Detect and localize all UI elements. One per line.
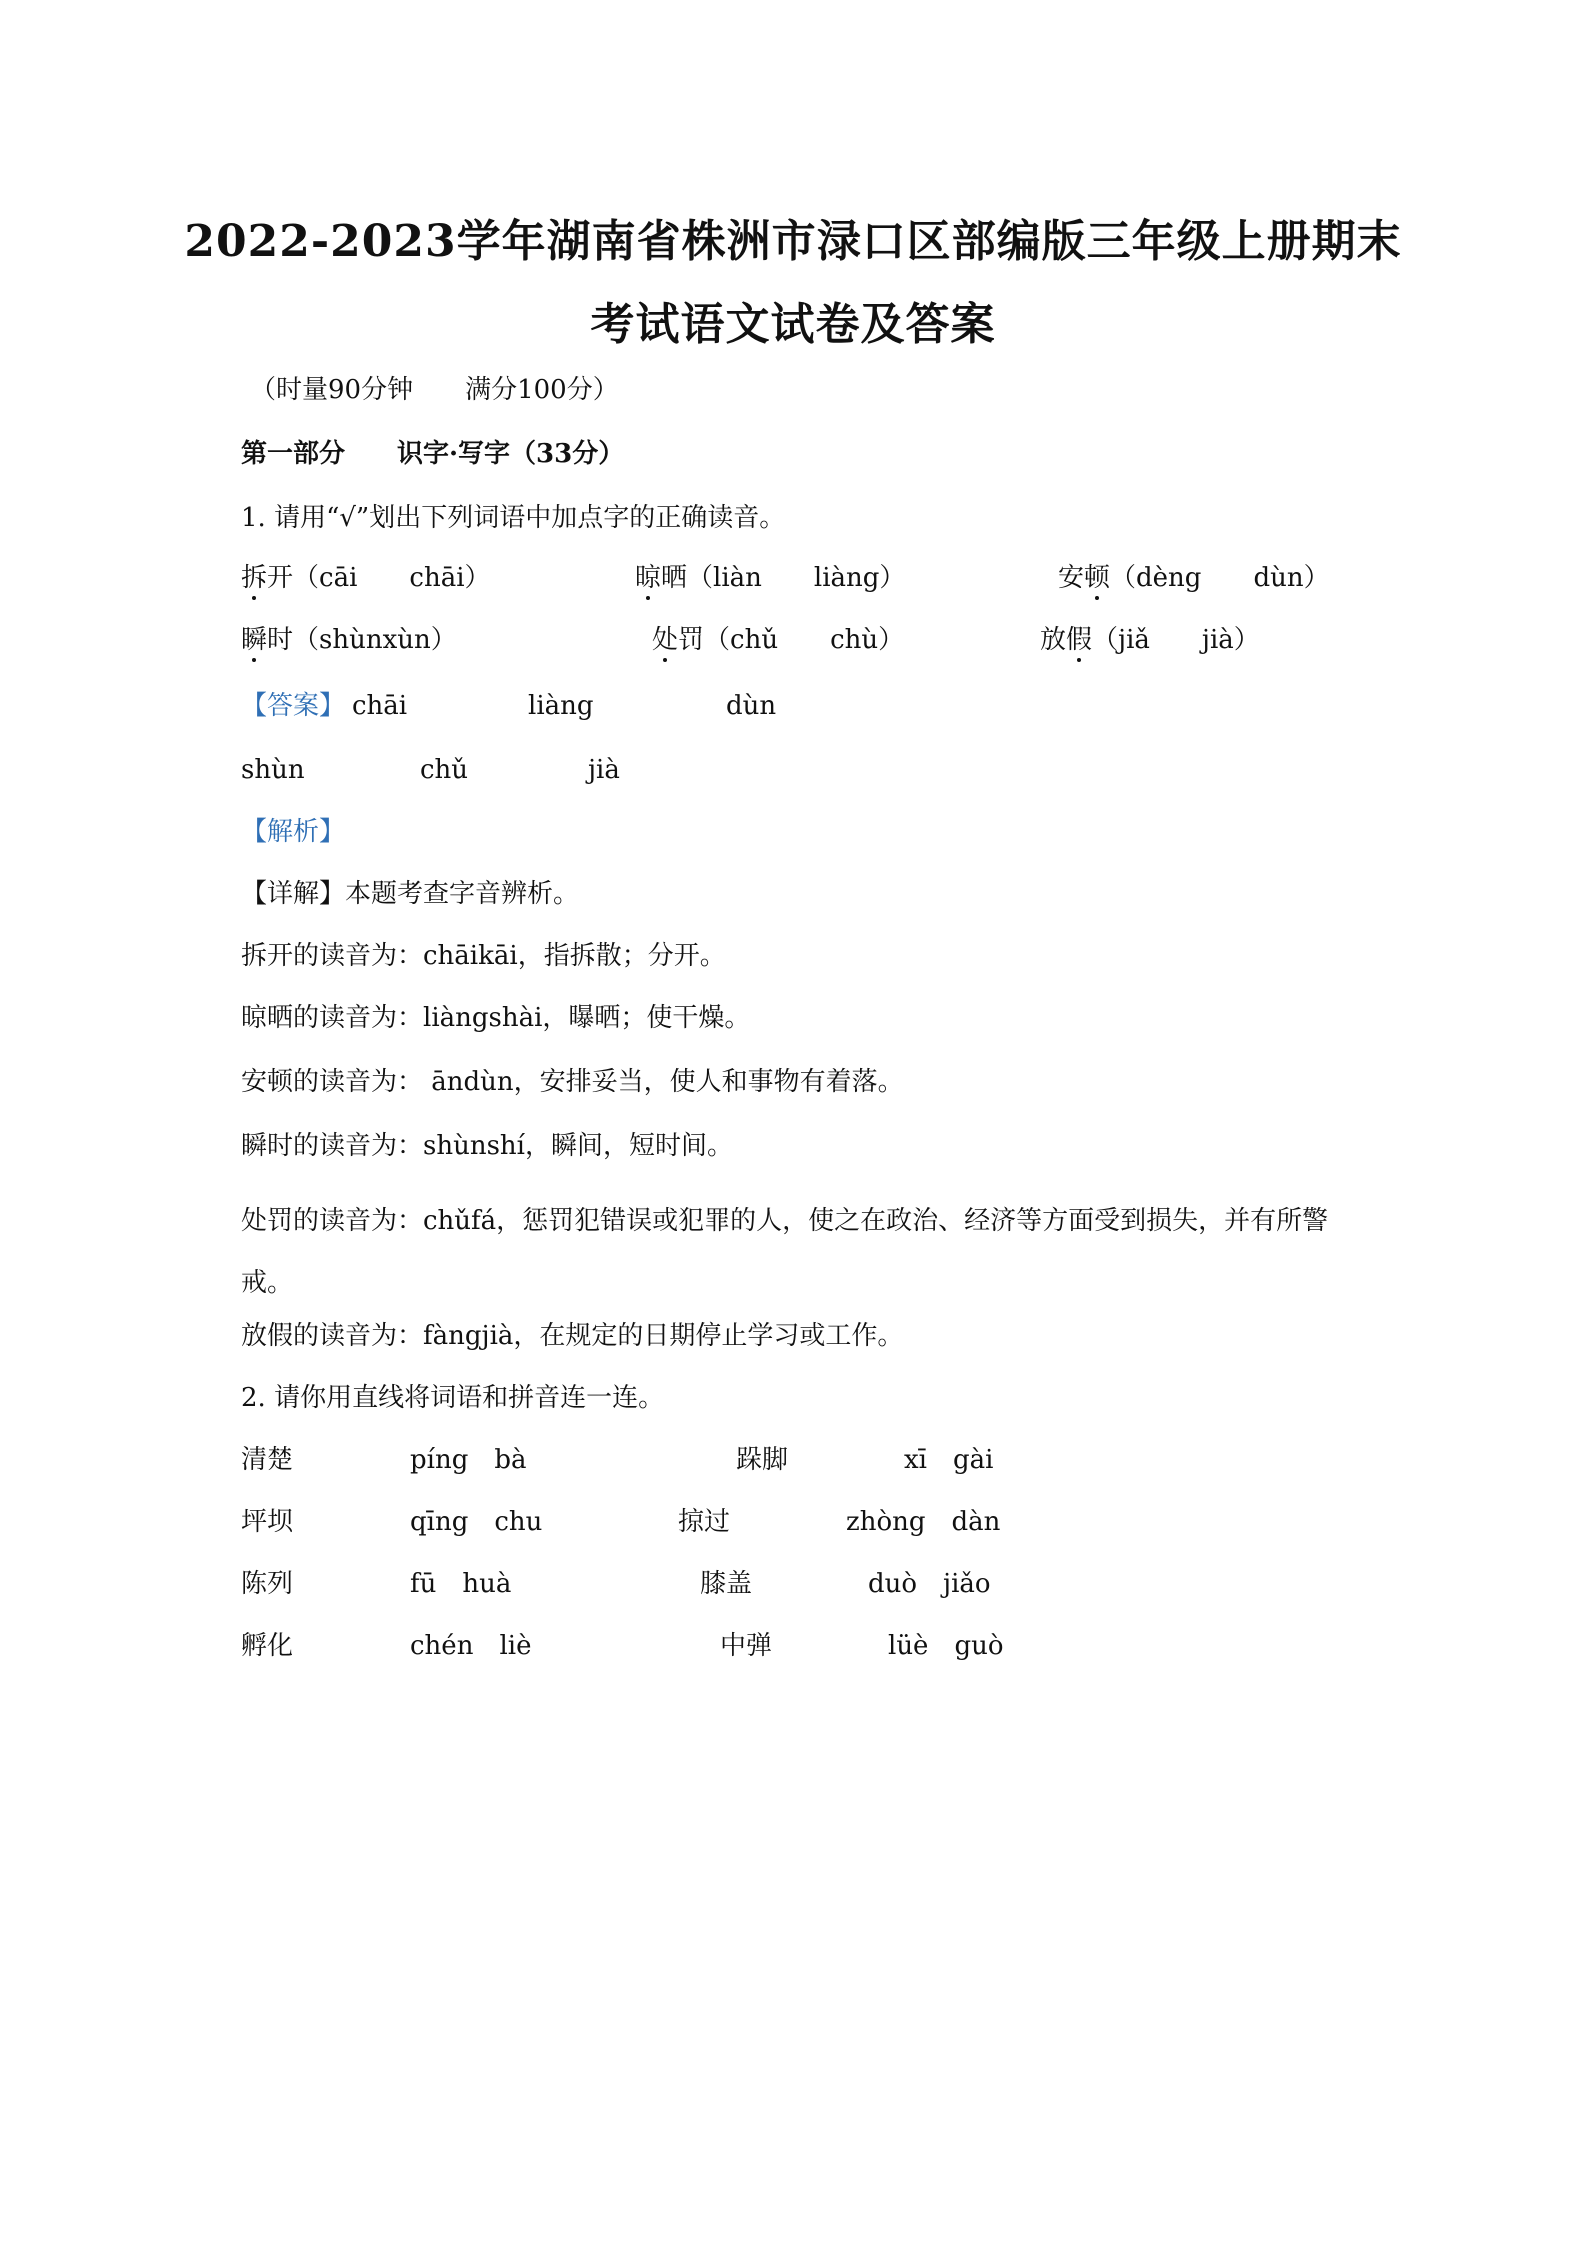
dotted-char: 顿: [1084, 560, 1110, 596]
answer-1: chāi: [352, 691, 408, 721]
q1-prompt: 1. 请用“√”划出下列词语中加点字的正确读音。: [241, 503, 786, 533]
q1-options: （liàn liàng）: [687, 563, 906, 593]
dotted-char: 处: [652, 622, 678, 658]
q1-item-3: 安顿（dèng dùn）: [1058, 560, 1330, 596]
dotted-char: 晾: [635, 560, 661, 596]
q2-word-a3: 陈列: [241, 1569, 294, 1599]
explanation-3: 安顿的读音为： āndùn，安排妥当，使人和事物有着落。: [241, 1067, 904, 1097]
q1-options: （dèng dùn）: [1110, 563, 1330, 593]
answer-row-1: [241, 688, 345, 724]
q2-word-c4: 中弹: [720, 1631, 773, 1661]
q1-options: （chǔ chù）: [704, 625, 905, 655]
title-line-1: 2022-2023学年湖南省株洲市渌口区部编版三年级上册期末: [184, 216, 1402, 267]
dotted-char: 拆: [241, 560, 267, 596]
q2-word-a4: 孵化: [241, 1631, 294, 1661]
q2-pinyin-d3: duò jiǎo: [868, 1569, 991, 1599]
q2-pinyin-b1: píng bà: [410, 1445, 527, 1475]
detail-text: 【详解】本题考查字音辨析。: [241, 879, 580, 909]
q2-word-a1: 清楚: [241, 1445, 294, 1475]
q1-item-4: 瞬时（shùnxùn）: [241, 622, 457, 658]
q2-word-c1: 跺脚: [736, 1445, 789, 1475]
q1-options: （jiǎ jià）: [1092, 625, 1260, 655]
q2-pinyin-b3: fū huà: [410, 1569, 512, 1599]
q1-item-2: 晾晒（liàn liàng）: [635, 560, 905, 596]
dotted-char: 假: [1066, 622, 1092, 658]
q1-item-1: 拆开（cāi chāi）: [241, 560, 491, 596]
explanation-5: 处罚的读音为：chǔfá，惩罚犯错误或犯罪的人，使之在政治、经济等方面受到损失，并有所警戒。: [241, 1206, 1329, 1298]
answer-4: shùn: [241, 755, 305, 785]
q1-options: （shùnxùn）: [293, 625, 457, 655]
analysis-label: 【解析】: [241, 817, 346, 847]
answer-label: 【答案】: [241, 691, 346, 721]
q2-word-c2: 掠过: [678, 1507, 731, 1537]
q2-pinyin-d1: xī gài: [904, 1445, 994, 1475]
explanation-2: 晾晒的读音为：liàngshài，曝晒；使干燥。: [241, 1003, 751, 1033]
q2-pinyin-b4: chén liè: [410, 1631, 532, 1661]
q2-word-c3: 膝盖: [700, 1569, 753, 1599]
q2-prompt: 2. 请你用直线将词语和拼音连一连。: [241, 1383, 665, 1413]
title-line-2: 考试语文试卷及答案: [590, 299, 996, 350]
explanation-1: 拆开的读音为：chāikāi，指拆散；分开。: [241, 941, 726, 971]
q1-item-5: 处罚（chǔ chù）: [652, 622, 904, 658]
dotted-char: 瞬: [241, 622, 267, 658]
answer-5: chǔ: [420, 755, 469, 785]
answer-6: jià: [588, 755, 620, 785]
exam-info: （时量90分钟 满分100分）: [250, 375, 619, 405]
answer-2: liàng: [528, 691, 594, 721]
q2-word-a2: 坪坝: [241, 1507, 294, 1537]
q1-options: （cāi chāi）: [293, 563, 491, 593]
answer-3: dùn: [726, 691, 777, 721]
q2-pinyin-d2: zhòng dàn: [846, 1507, 1001, 1537]
explanation-6: 放假的读音为：fàngjià，在规定的日期停止学习或工作。: [241, 1321, 904, 1351]
q2-pinyin-b2: qīng chu: [410, 1507, 543, 1537]
explanation-4: 瞬时的读音为：shùnshí，瞬间，短时间。: [241, 1131, 733, 1161]
q1-item-6: 放假（jiǎ jià）: [1040, 622, 1260, 658]
part1-heading: 第一部分 识字·写字（33分）: [241, 439, 625, 469]
q2-pinyin-d4: lüè guò: [888, 1631, 1004, 1661]
